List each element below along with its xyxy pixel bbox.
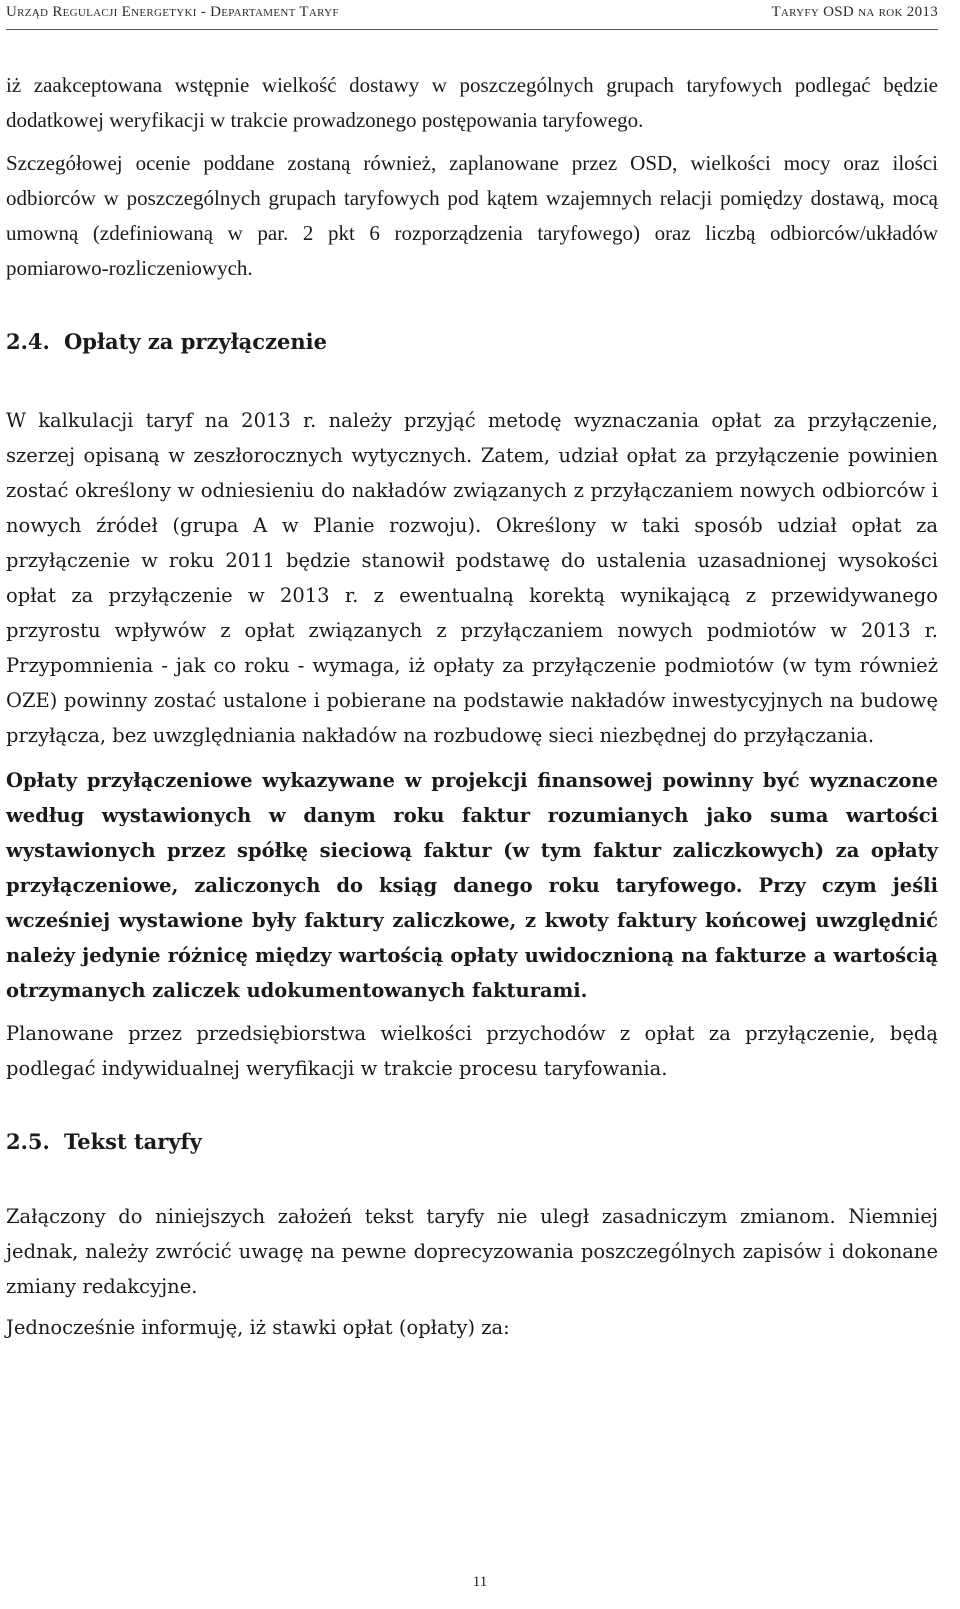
section-heading-connection-fees — [6, 324, 938, 359]
paragraph-planned-revenues: Planowane przez przedsiębiorstwa wielkości przychodów z opłat za przyłączenie, będą podlegać indywidualnej weryfikacji w trakcie procesu taryfowania. — [6, 1022, 938, 1080]
paragraph-detailed-assessment: Szczegółowej ocenie poddane zostaną również, zaplanowane przez OSD, wielkości mocy oraz ilości odbiorców w poszczególnych grupach taryfowych pod kątem wzajemnych relacji pomiędzy dostawą, mocą umowną (zdefiniowaną w par. 2 pkt 6 rozporządzenia taryfowego) oraz liczbą odbiorców/układów pomiarowo-rozliczeniowych. — [6, 151, 938, 280]
section-number: 2.5. — [6, 1129, 50, 1154]
document-body — [6, 68, 938, 1345]
paragraph-tariff-text: Załączony do niniejszych założeń tekst taryfy nie uległ zasadniczym zmianom. Niemniej jednak, należy zwrócić uwagę na pewne doprecyzowania poszczególnych zapisów i dokonane zmiany redakcyjne. — [6, 1205, 938, 1298]
paragraph-rates-info: Jednocześnie informuję, iż stawki opłat (opłaty) za: — [6, 1316, 510, 1339]
section-heading-tariff-text — [6, 1124, 938, 1159]
paragraph-fee-calculation: W kalkulacji taryf na 2013 r. należy przyjąć metodę wyznaczania opłat za przyłączenie, szerzej opisaną w zeszłorocznych wytycznych. Zatem, udział opłat za przyłączenie powinien zostać określony w odniesieniu do nakładów związanych z przyłączaniem nowych odbiorców i nowych źródeł (grupa A w Planie rozwoju). Określony w taki sposób udział opłat za przyłączenie w roku 2011 będzie stanowił podstawę do ustalenia uzasadnionej wysokości opłat za przyłączenie w 2013 r. z ewentualną korektą wynikającą z przewidywanego przyrostu wpływów z opłat związanych z przyłączaniem nowych podmiotów w 2013 r. Przypomnienia - jak co roku - wymaga, iż opłaty za przyłączenie podmiotów (w tym również OZE) powinny zostać ustalone i pobierane na podstawie nakładów inwestycyjnych na budowę przyłącza, bez uwzględniania nakładów na rozbudowę sieci niezbędnej do przyłączania. — [6, 409, 938, 747]
header-organization: Urząd Regulacji Energetyki - Departament Taryf — [6, 4, 339, 20]
paragraph-delivery-verification: iż zaakceptowana wstępnie wielkość dostawy w poszczególnych grupach taryfowych podlegać będzie dodatkowej weryfikacji w trakcie prowadzonego postępowania taryfowego. — [6, 73, 938, 132]
section-number: 2.4. — [6, 329, 50, 354]
page-number: 11 — [472, 1574, 488, 1590]
header-document-title: Taryfy OSD na rok 2013 — [771, 4, 938, 20]
paragraph-connection-fees-invoices: Opłaty przyłączeniowe wykazywane w projekcji finansowej powinny być wyznaczone według wystawionych w danym roku faktur rozumianych jako suma wartości wystawionych przez spółkę sieciową faktur (w tym faktur zaliczkowych) za opłaty przyłączeniowe, zaliczonych do ksiąg danego roku taryfowego. Przy czym jeśli wcześniej wystawione były faktury zaliczkowe, z kwoty faktury końcowej uwzględnić należy jedynie różnicę między wartością opłaty uwidocznioną na fakturze a wartością otrzymanych zaliczek udokumentowanych fakturami. — [6, 769, 938, 1002]
section-title: Tekst taryfy — [64, 1129, 202, 1154]
section-title: Opłaty za przyłączenie — [64, 329, 327, 354]
page-header — [6, 0, 938, 30]
